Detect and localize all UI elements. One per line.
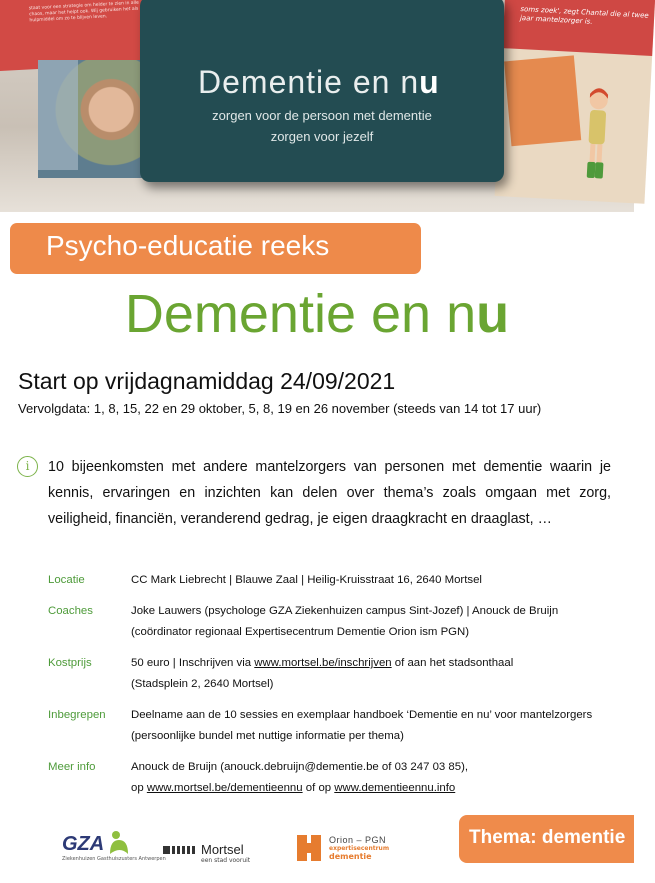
hero-right-quote-panel: [502, 0, 655, 56]
page-title: [0, 283, 634, 345]
follow-up-dates: Vervolgdata: 1, 8, 15, 22 en 29 oktober, 5, 8, 19 en 26 november (steeds van 14 tot 17 uur): [18, 401, 542, 416]
detail-line: Joke Lauwers (psychologe GZA Ziekenhuizen campus Sint-Jozef) | Anouck de Bruijn: [131, 605, 559, 617]
detail-line: (Stadsplein 2, 2640 Mortsel): [131, 678, 274, 690]
thema-badge-label: Thema: dementie: [469, 827, 626, 848]
series-banner: [10, 223, 421, 274]
detail-row-locatie: [48, 570, 628, 591]
detail-label: Inbegrepen: [48, 709, 106, 721]
detail-label: Locatie: [48, 574, 85, 586]
detail-line: [131, 778, 628, 799]
hero-right-quote: soms zoek', zegt Chantal die al twee jaar mantelzorger is.: [519, 5, 649, 26]
thema-badge: [459, 815, 634, 863]
detail-value: [131, 653, 628, 695]
detail-line: (coördinator regionaal Expertisecentrum Dementie Orion ism PGN): [131, 626, 470, 638]
mortsel-logo: [163, 842, 250, 864]
detail-line: Deelname aan de 10 sessies en exemplaar handboek ‘Dementie en nu’ voor mantelzorgers: [131, 709, 593, 721]
mortsel-dementieennu-link[interactable]: www.mortsel.be/dementieennu: [146, 782, 303, 794]
book-cover: [140, 0, 504, 182]
book-title: [198, 64, 440, 101]
hero-image: [0, 0, 649, 212]
detail-value: [131, 705, 628, 747]
series-banner-label: Psycho-educatie reeks: [46, 230, 330, 261]
detail-label: Meer info: [48, 761, 96, 773]
page-title-accent: u: [476, 284, 510, 344]
orion-logo: [297, 835, 389, 861]
dementieennu-info-link[interactable]: www.dementieennu.info: [334, 782, 456, 794]
detail-label: Coaches: [48, 605, 93, 617]
book-subtitle-1: zorgen voor de persoon met dementie: [212, 108, 432, 123]
detail-row-inbegrepen: [48, 705, 628, 747]
detail-row-kostprijs: [48, 653, 628, 695]
hero-photo-man: [38, 60, 78, 170]
start-date: Start op vrijdagnamiddag 24/09/2021: [18, 368, 396, 394]
detail-line: CC Mark Liebrecht | Blauwe Zaal | Heilig-Kruisstraat 16, 2640 Mortsel: [131, 574, 482, 586]
gza-leaf-icon: [108, 830, 130, 856]
detail-text: of op: [302, 782, 335, 794]
detail-value: [131, 757, 628, 799]
detail-value: [131, 570, 628, 591]
girl-illustration: [580, 85, 615, 181]
detail-text: 50 euro | Inschrijven via: [131, 657, 255, 669]
mortsel-bars-icon: [163, 845, 197, 855]
hero-right-pages: [495, 0, 655, 204]
detail-line: Anouck de Bruijn (anouck.debruijn@dementie.be of 03 247 03 85),: [131, 761, 469, 773]
mortsel-logo-sub: een stad vooruit: [201, 857, 251, 864]
detail-line: [131, 653, 628, 674]
book-title-main: Dementie en n: [198, 64, 420, 100]
page-title-main: Dementie en n: [124, 284, 477, 344]
gza-logo-sub: Ziekenhuizen Gasthuiszusters Antwerpen: [62, 856, 166, 862]
detail-value: [131, 601, 628, 643]
detail-label: Kostprijs: [48, 657, 92, 669]
detail-row-coaches: [48, 601, 628, 643]
details-list: [48, 570, 628, 809]
mortsel-logo-word: Mortsel: [201, 842, 244, 857]
intro-text: 10 bijeenkomsten met andere mantelzorgers van personen met dementie waarin je kennis, ervaringen en inzichten kan delen over thema’s zoals omgaan met zorg, veiligheid, financiën, veranderend gedrag, je eigen draagkracht en draaglast, …: [48, 459, 611, 527]
inschrijven-link[interactable]: www.mortsel.be/inschrijven: [254, 657, 392, 669]
detail-line: (persoonlijke bundel met nuttige informatie per thema): [131, 730, 404, 742]
orion-logo-sub1: expertisecentrum: [329, 845, 390, 852]
detail-row-meer-info: [48, 757, 628, 799]
gza-logo: [62, 830, 166, 862]
detail-text: of aan het stadsonthaal: [391, 657, 514, 669]
orion-logo-word: Orion – PGN: [329, 835, 387, 845]
gza-logo-word: GZA: [62, 833, 105, 855]
orion-logo-sub2: dementie: [329, 852, 372, 861]
detail-text: op: [131, 782, 147, 794]
orion-house-icon: [297, 835, 323, 861]
book-subtitle-2: zorgen voor jezelf: [270, 129, 374, 144]
book-title-accent: u: [419, 64, 440, 100]
hero-left-panel-text: staat voor een strategie om helder te zien in alle chaos, maar het helpt ook. Wij gebruiken het als hulpmiddel om zo te blijven leven.: [28, 0, 140, 24]
hero-right-tiles: [504, 55, 581, 146]
info-icon: i: [17, 456, 38, 477]
